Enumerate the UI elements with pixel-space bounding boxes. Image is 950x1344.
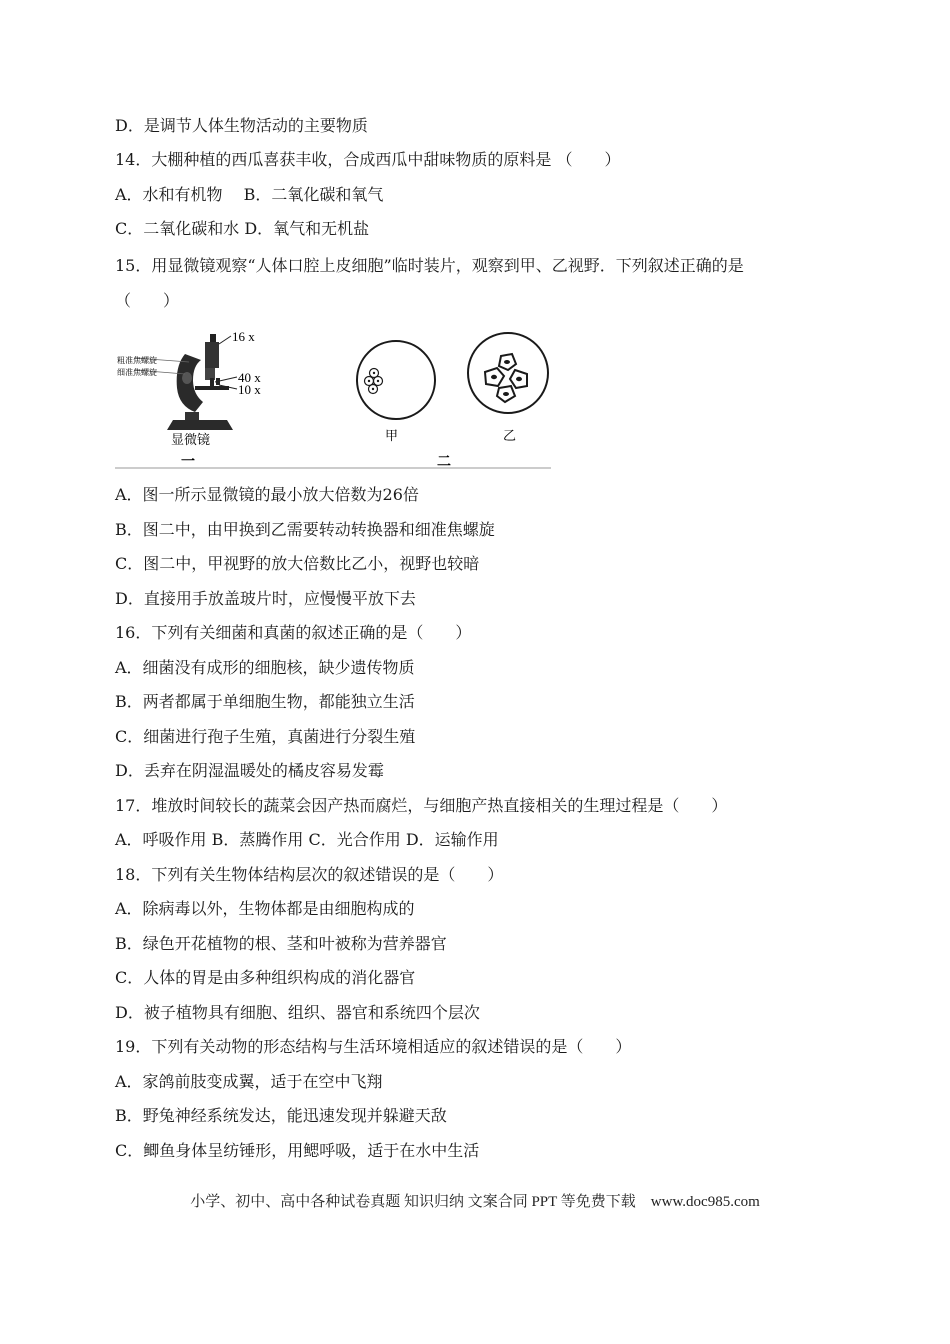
microscope-drawing xyxy=(135,334,237,430)
objective-low-label: 10 x xyxy=(238,382,261,397)
question-19-option-a: A．家鸽前肢变成翼，适于在空中飞翔 xyxy=(115,1072,383,1091)
question-15-bracket: （ ） xyxy=(115,291,180,310)
question-18-option-d: D．被子植物具有细胞、组织、器官和系统四个层次 xyxy=(115,1003,480,1022)
eyepiece-mag-label: 16 x xyxy=(232,329,255,344)
figure-two-label: 二 xyxy=(437,454,451,470)
question-17-stem: 17．堆放时间较长的蔬菜会因产热而腐烂，与细胞产热直接相关的生理过程是（ ） xyxy=(115,796,728,815)
question-15-option-c: C．图二中，甲视野的放大倍数比乙小，视野也较暗 xyxy=(115,554,480,573)
question-17-options: A．呼吸作用 B．蒸腾作用 C．光合作用 D．运输作用 xyxy=(115,830,499,849)
question-18-stem: 18．下列有关生物体结构层次的叙述错误的是（ ） xyxy=(115,865,504,884)
question-19-option-c: C．鲫鱼身体呈纺锤形，用鳃呼吸，适于在水中生活 xyxy=(115,1141,480,1160)
question-14-stem: 14．大棚种植的西瓜喜获丰收，合成西瓜中甜味物质的原料是 （ ） xyxy=(115,150,621,169)
microscope-caption: 显微镜 xyxy=(171,433,211,448)
coarse-knob-label: 粗准焦螺旋 xyxy=(117,356,157,365)
question-16-option-a: A．细菌没有成形的细胞核，缺少遗传物质 xyxy=(115,658,415,677)
question-18-option-b: B．绿色开花植物的根、茎和叶被称为营养器官 xyxy=(115,934,447,953)
objective-high-label: 40 x xyxy=(238,370,261,385)
question-15-stem: 15．用显微镜观察“人体口腔上皮细胞”临时装片，观察到甲、乙视野．下列叙述正确的是 xyxy=(115,256,744,275)
page-footer: 小学、初中、高中各种试卷真题 知识归纳 文案合同 PPT 等免费下载 www.doc985.com xyxy=(190,1194,760,1210)
microscope-figure xyxy=(115,326,555,470)
question-14-options-ab: A．水和有机物 B．二氧化碳和氧气 xyxy=(115,185,384,204)
question-15-option-d: D．直接用手放盖玻片时，应慢慢平放下去 xyxy=(115,589,416,608)
question-19-option-b: B．野兔神经系统发达，能迅速发现并躲避天敌 xyxy=(115,1106,447,1125)
field-a-view xyxy=(357,341,435,419)
question-14-options-cd: C．二氧化碳和水 D．氧气和无机盐 xyxy=(115,219,370,238)
fine-knob-label: 细准焦螺旋 xyxy=(117,368,157,377)
question-19-stem: 19．下列有关动物的形态结构与生活环境相适应的叙述错误的是（ ） xyxy=(115,1037,632,1056)
question-18-option-c: C．人体的胃是由多种组织构成的消化器官 xyxy=(115,968,416,987)
question-18-option-a: A．除病毒以外，生物体都是由细胞构成的 xyxy=(115,899,415,918)
question-15-option-a: A．图一所示显微镜的最小放大倍数为26倍 xyxy=(115,485,419,504)
question-16-stem: 16．下列有关细菌和真菌的叙述正确的是（ ） xyxy=(115,623,472,642)
field-a-label: 甲 xyxy=(385,429,399,444)
question-16-option-b: B．两者都属于单细胞生物，都能独立生活 xyxy=(115,692,415,711)
figure-one-label: 一 xyxy=(181,454,195,470)
text-line: D．是调节人体生物活动的主要物质 xyxy=(115,116,368,135)
field-b-view xyxy=(468,333,548,413)
field-b-label: 乙 xyxy=(503,429,517,444)
question-15-option-b: B．图二中，由甲换到乙需要转动转换器和细准焦螺旋 xyxy=(115,520,495,539)
question-16-option-d: D．丢弃在阴湿温暖处的橘皮容易发霉 xyxy=(115,761,384,780)
question-16-option-c: C．细菌进行孢子生殖，真菌进行分裂生殖 xyxy=(115,727,416,746)
